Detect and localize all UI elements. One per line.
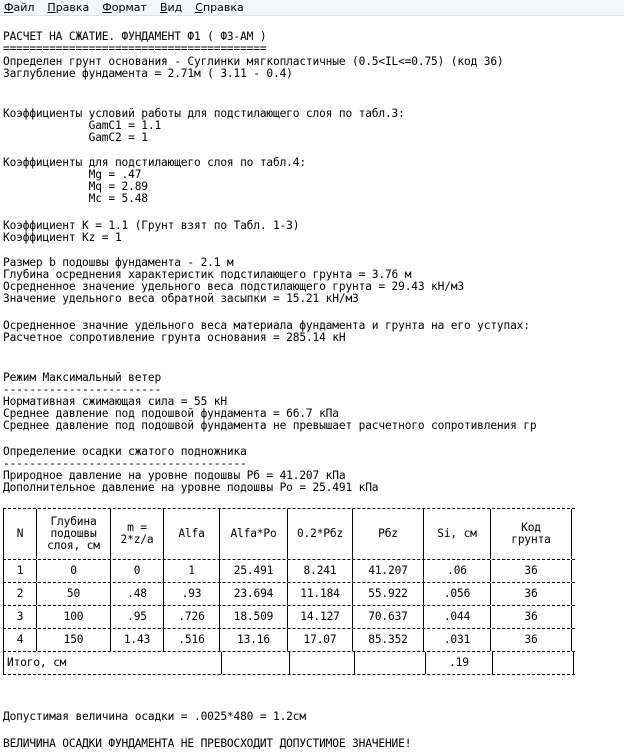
menu-view[interactable]: Вид <box>159 1 183 14</box>
header-si: Si, см <box>424 509 491 559</box>
header-depth: Глубина подошвы слоя, см <box>37 509 111 559</box>
text-line: ВЕЛИЧИНА ОСАДКИ ФУНДАМЕНТА НЕ ПРЕВОСХОДИТ ДОПУСТИМОЕ ЗНАЧЕНИЕ! <box>3 737 412 750</box>
total-empty-4 <box>493 652 574 674</box>
menu-format[interactable]: Формат <box>102 1 147 14</box>
header-alfa: Alfa <box>164 509 220 559</box>
table-row <box>3 629 575 651</box>
total-label: Итого, см <box>4 652 222 674</box>
total-empty-1 <box>222 652 290 674</box>
table-cell: .056 <box>424 583 491 605</box>
text-line: Коэффициенты для подстилающего слоя по табл.4: <box>3 156 306 169</box>
header-soil-code: Код грунта <box>491 509 572 559</box>
table-cell: 23.694 <box>220 583 288 605</box>
table-cell: 100 <box>37 606 111 628</box>
table-cell: .48 <box>111 583 164 605</box>
table-bottom-rule <box>3 674 575 675</box>
text-line: Нормативная сжимающая сила = 55 кН <box>3 395 227 408</box>
table-cell: 0 <box>111 560 164 582</box>
table-cell: .044 <box>424 606 491 628</box>
table-cell: 11.184 <box>288 583 353 605</box>
header-alfa-po: Alfa*Po <box>220 509 288 559</box>
table-cell: 4 <box>4 629 37 651</box>
menu-edit[interactable]: Правка <box>47 1 90 14</box>
table-row <box>3 606 575 628</box>
table-cell: 36 <box>491 629 572 651</box>
table-cell: 13.16 <box>220 629 288 651</box>
text-line: Осредненное значние удельного веса материала фундамента и грунта на его уступах: <box>3 319 530 332</box>
text-line: Глубина осреднения характеристик подстилающего грунта = 3.76 м <box>3 268 412 281</box>
text-line: GamC2 = 1 <box>3 131 148 144</box>
table-cell: 36 <box>491 606 572 628</box>
table-cell: 1.43 <box>111 629 164 651</box>
table-cell: 55.922 <box>353 583 424 605</box>
menu-help[interactable]: Справка <box>195 1 244 14</box>
text-line: ------------------------------------- <box>3 457 247 470</box>
table-cell: 25.491 <box>220 560 288 582</box>
text-line: Заглубление фундамента = 2.71м ( 3.11 - 0.4) <box>3 67 293 80</box>
text-line: GamC1 = 1.1 <box>3 119 162 132</box>
header-m: m = 2*z/a <box>111 509 164 559</box>
table-cell: 3 <box>4 606 37 628</box>
table-cell: 8.241 <box>288 560 353 582</box>
table-cell: 36 <box>491 560 572 582</box>
table-cell: .06 <box>424 560 491 582</box>
menu-file[interactable]: Файл <box>4 1 35 14</box>
text-line: Расчетное сопротивление грунта основания = 285.14 кН <box>3 331 346 344</box>
menu-bar <box>0 0 624 16</box>
header-pbz: Pбz <box>353 509 424 559</box>
table-cell: 18.509 <box>220 606 288 628</box>
text-line: Дополнительное давление на уровне подошвы Po = 25.491 кПа <box>3 481 379 494</box>
table-header-row <box>3 509 575 559</box>
table-cell: .516 <box>164 629 220 651</box>
table-cell: 2 <box>4 583 37 605</box>
table-cell: 1 <box>4 560 37 582</box>
table-cell: 14.127 <box>288 606 353 628</box>
text-line: Размер b подошвы фундамента - 2.1 м <box>3 256 234 269</box>
text-line: Природное давление на уровне подошвы Pб = 41.207 кПа <box>3 469 346 482</box>
table-cell: .031 <box>424 629 491 651</box>
text-line: Осредненное значение удельного веса подстилающего грунта = 29.43 кН/м3 <box>3 280 464 293</box>
table-cell: 150 <box>37 629 111 651</box>
text-line: Mg = .47 <box>3 168 142 181</box>
text-line: Значение удельного веса обратной засыпки = 15.21 кН/м3 <box>3 292 359 305</box>
table-cell: 41.207 <box>353 560 424 582</box>
text-line: Режим Максимальный ветер <box>3 371 162 384</box>
text-line: Коэффициент K = 1.1 (Грунт взят по Табл. 1-3) <box>3 219 300 232</box>
header-02pbz: 0.2*Pбz <box>288 509 353 559</box>
text-line: РАСЧЕТ НА СЖАТИЕ. ФУНДАМЕНТ Ф1 ( Ф3-АМ ) <box>3 30 267 43</box>
text-line: Определен грунт основания - Суглинки мягкопластичные (0.5<IL<=0.75) (код 36) <box>3 55 504 68</box>
text-line: Mq = 2.89 <box>3 180 148 193</box>
table-cell: .95 <box>111 606 164 628</box>
total-empty-3 <box>355 652 426 674</box>
text-line: ------------------------ <box>3 383 162 396</box>
text-line: Коэффициенты условий работы для подстилающего слоя по табл.3: <box>3 107 405 120</box>
table-cell: 70.637 <box>353 606 424 628</box>
settlement-table <box>3 508 575 675</box>
text-line: ======================================== <box>3 42 267 55</box>
table-cell: 85.352 <box>353 629 424 651</box>
table-total-row <box>3 652 575 674</box>
text-line: Среднее давление под подошвой фундамента = 66.7 кПа <box>3 407 339 420</box>
table-cell: 1 <box>164 560 220 582</box>
table-row <box>3 583 575 605</box>
table-cell: 36 <box>491 583 572 605</box>
table-row <box>3 560 575 582</box>
text-line: Допустимая величина осадки = .0025*480 = 1.2см <box>3 710 306 723</box>
total-value: .19 <box>426 652 493 674</box>
header-n: N <box>4 509 37 559</box>
text-line: Коэффициент Kz = 1 <box>3 231 122 244</box>
table-cell: .93 <box>164 583 220 605</box>
table-cell: 50 <box>37 583 111 605</box>
text-line: Mc = 5.48 <box>3 192 148 205</box>
table-cell: 17.07 <box>288 629 353 651</box>
table-cell: .726 <box>164 606 220 628</box>
table-cell: 0 <box>37 560 111 582</box>
total-empty-2 <box>290 652 355 674</box>
table-body <box>3 560 575 652</box>
text-line: Определение осадки сжатого подножника <box>3 445 247 458</box>
text-line: Среднее давление под подошвой фундамента не превышает расчетного сопротивления гр <box>3 419 537 432</box>
text-editor[interactable] <box>0 16 624 756</box>
